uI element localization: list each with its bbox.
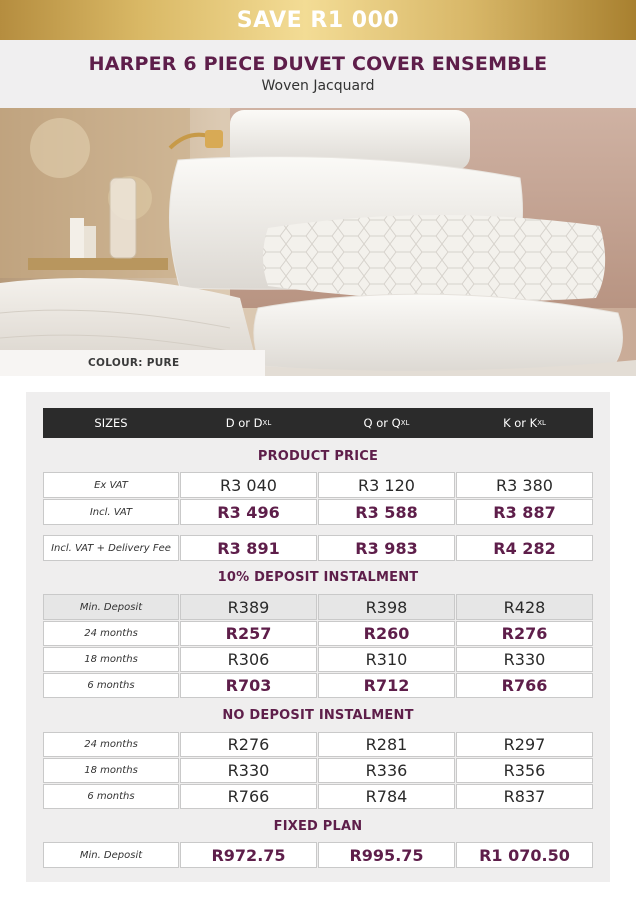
table-row [43,673,593,698]
sizes-header-row [43,408,593,438]
price-cell: R356 [456,758,593,783]
row-label: Incl. VAT + Delivery Fee [43,535,179,561]
row-label: 24 months [43,732,179,757]
product-price-title: PRODUCT PRICE [257,449,379,464]
price-cell: R3 496 [180,499,317,525]
price-cell: R703 [180,673,317,698]
price-cell: R3 120 [318,472,455,498]
table-row [43,758,593,783]
size-column-queen-text: Q or Q [363,416,401,430]
save-banner-text: SAVE R1 000 [236,7,400,33]
row-label: 6 months [43,784,179,809]
price-cell: R297 [456,732,593,757]
deposit-instalment-title: 10% DEPOSIT INSTALMENT [217,570,419,585]
row-label: Incl. VAT [43,499,179,525]
product-title: HARPER 6 PIECE DUVET COVER ENSEMBLE [88,53,548,75]
price-cell: R784 [318,784,455,809]
price-cell: R260 [318,621,455,646]
row-label: Min. Deposit [43,594,179,620]
price-cell: R276 [456,621,593,646]
price-cell: R428 [456,594,593,620]
size-column-queen [318,408,455,438]
price-cell: R712 [318,673,455,698]
table-row [43,535,593,561]
save-banner [0,0,636,40]
colour-label: COLOUR: PURE [0,350,265,376]
price-cell: R257 [180,621,317,646]
sizes-label: SIZES [94,416,128,430]
fixed-plan-title: FIXED PLAN [273,819,363,834]
table-row [43,784,593,809]
price-cell: R972.75 [180,842,317,868]
price-cell: R336 [318,758,455,783]
price-cell: R306 [180,647,317,672]
row-label: 18 months [43,647,179,672]
price-cell: R330 [180,758,317,783]
price-cell: R1 070.50 [456,842,593,868]
row-label: Min. Deposit [43,842,179,868]
table-row [43,499,593,525]
size-column-double [180,408,317,438]
table-row [43,472,593,498]
price-cell: R3 380 [456,472,593,498]
product-photo [0,108,636,376]
price-cell: R3 891 [180,535,317,561]
product-header [0,40,636,108]
price-cell: R766 [456,673,593,698]
price-cell: R837 [456,784,593,809]
price-cell: R281 [318,732,455,757]
price-cell: R995.75 [318,842,455,868]
row-label: 6 months [43,673,179,698]
price-cell: R3 983 [318,535,455,561]
price-cell: R4 282 [456,535,593,561]
price-cell: R389 [180,594,317,620]
size-column-queen-sup: XL [400,419,410,427]
price-cell: R330 [456,647,593,672]
price-cell: R276 [180,732,317,757]
size-column-double-text: D or D [225,416,263,430]
row-label: Ex VAT [43,472,179,498]
table-row [43,594,593,620]
price-cell: R3 887 [456,499,593,525]
size-column-double-sup: XL [262,419,272,427]
table-row [43,732,593,757]
price-cell: R398 [318,594,455,620]
price-cell: R3 588 [318,499,455,525]
table-row [43,621,593,646]
row-label: 18 months [43,758,179,783]
row-label: 24 months [43,621,179,646]
bedroom-pillows-image [0,108,636,376]
table-row [43,842,593,868]
no-deposit-instalment-title: NO DEPOSIT INSTALMENT [222,708,414,723]
size-column-king-text: K or K [503,416,538,430]
size-column-king [456,408,593,438]
price-cell: R310 [318,647,455,672]
price-cell: R3 040 [180,472,317,498]
table-row [43,647,593,672]
product-subtitle: Woven Jacquard [261,78,375,94]
size-column-king-sup: XL [537,419,546,427]
price-cell: R766 [180,784,317,809]
